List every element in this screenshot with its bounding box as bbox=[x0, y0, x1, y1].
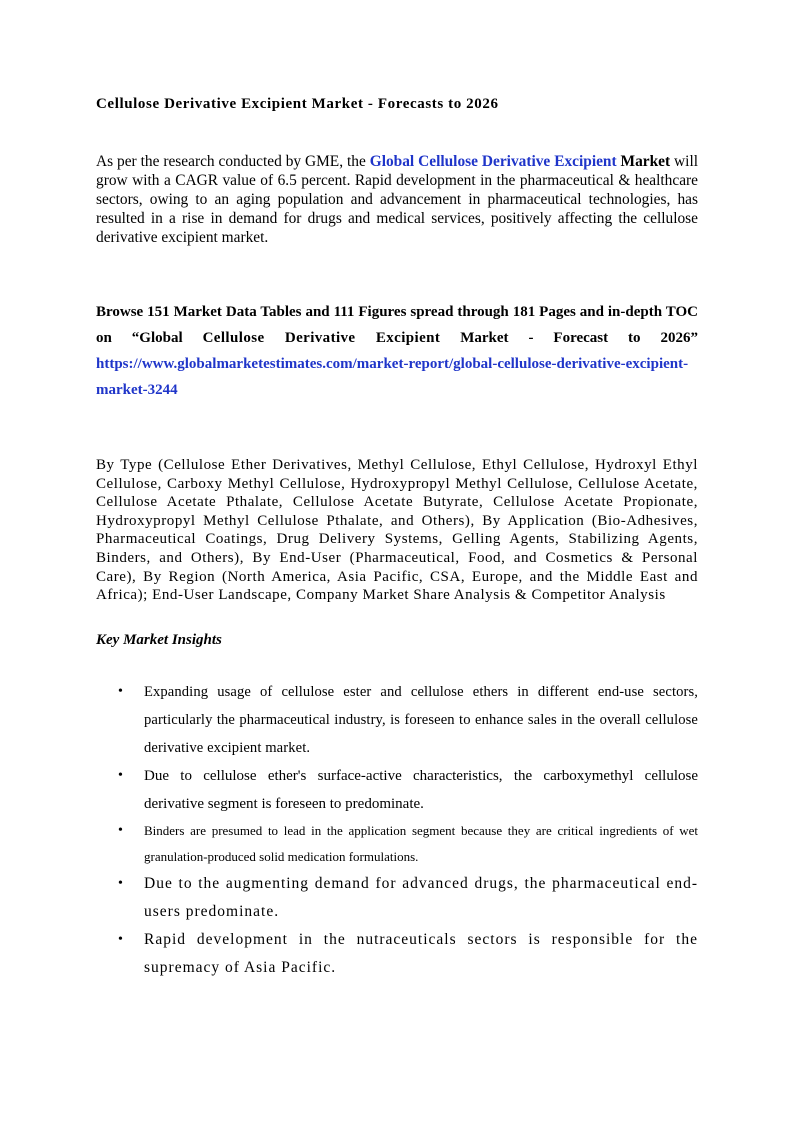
list-item-text: Due to cellulose ether's surface-active characteristics, the carboxymethyl cellulose derivative segment is foreseen to predominate. bbox=[144, 768, 698, 812]
list-item-text: Rapid development in the nutraceuticals sectors is responsible for the supremacy of Asia Pacific. bbox=[144, 931, 698, 976]
bullet-icon: • bbox=[118, 932, 124, 947]
segmentation-paragraph: By Type (Cellulose Ether Derivatives, Methyl Cellulose, Ethyl Cellulose, Hydroxyl Ethyl Cellulose, Carboxy Methyl Cellulose, Hydroxypropyl Methyl Cellulose, Cellulose Acetate, Cellulose Acetate Pthalate, Cellulose Acetate Butyrate, Cellulose Acetate Propionate, Hydroxypropyl Methyl Cellulose Pthalate, and Others), By Application (Bio-Adhesives, Pharmaceutical Coatings, Drug Delivery Systems, Gelling Agents, Stabilizing Agents, Binders, and Others), By End-User (Pharmaceutical, Food, and Cosmetics & Personal Care), By Region (North America, Asia Pacific, CSA, Europe, and the Middle East and Africa); End-User Landscape, Company Market Share Analysis & Competitor Analysis bbox=[96, 457, 698, 604]
intro-post: will grow with a CAGR value of 6.5 percent. Rapid development in the pharmaceutical & healthcare sectors, owing to an aging population and advancement in pharmaceutical technologies, has resulted in a rise in demand for drugs and medical services, positively affecting the cellulose derivative excipient market. bbox=[96, 153, 698, 246]
bullet-icon: • bbox=[118, 876, 124, 891]
list-item bbox=[96, 762, 698, 818]
intro-pre: As per the research conducted by GME, the bbox=[96, 153, 370, 170]
report-url-link[interactable]: https://www.globalmarketestimates.com/market-report/global-cellulose-derivative-excipient-market-3244 bbox=[96, 356, 689, 398]
bullet-icon: • bbox=[118, 823, 123, 838]
list-item-text: Due to the augmenting demand for advanced drugs, the pharmaceutical end-users predominate. bbox=[144, 875, 698, 920]
browse-part3: Market - Forecast to 2026” bbox=[440, 330, 699, 346]
list-item bbox=[96, 818, 698, 870]
page-title: Cellulose Derivative Excipient Market - Forecasts to 2026 bbox=[96, 96, 499, 112]
bullet-icon: • bbox=[118, 768, 123, 783]
browse-part2: Cellulose Derivative Excipient bbox=[202, 330, 441, 346]
intro-market-word: Market bbox=[620, 153, 671, 170]
browse-part1: Browse 151 Market Data Tables and 111 Figures spread through 181 Pages and in-depth TOC on “Global bbox=[96, 304, 698, 346]
key-insights-heading: Key Market Insights bbox=[96, 632, 222, 648]
intro-market-link[interactable]: Global Cellulose Derivative Excipient bbox=[369, 153, 617, 170]
list-item-text: Binders are presumed to lead in the application segment because they are critical ingredients of wet granulation-produced solid medication formulations. bbox=[144, 823, 698, 864]
browse-paragraph bbox=[96, 299, 698, 403]
insights-list bbox=[96, 678, 698, 982]
list-item bbox=[96, 678, 698, 762]
list-item-text: Expanding usage of cellulose ester and cellulose ethers in different end-use sectors, particularly the pharmaceutical industry, is foreseen to enhance sales in the overall cellulose derivative excipient market. bbox=[144, 684, 698, 756]
intro-paragraph bbox=[96, 152, 698, 247]
list-item bbox=[96, 870, 698, 926]
bullet-icon: • bbox=[118, 684, 124, 699]
list-item bbox=[96, 926, 698, 982]
